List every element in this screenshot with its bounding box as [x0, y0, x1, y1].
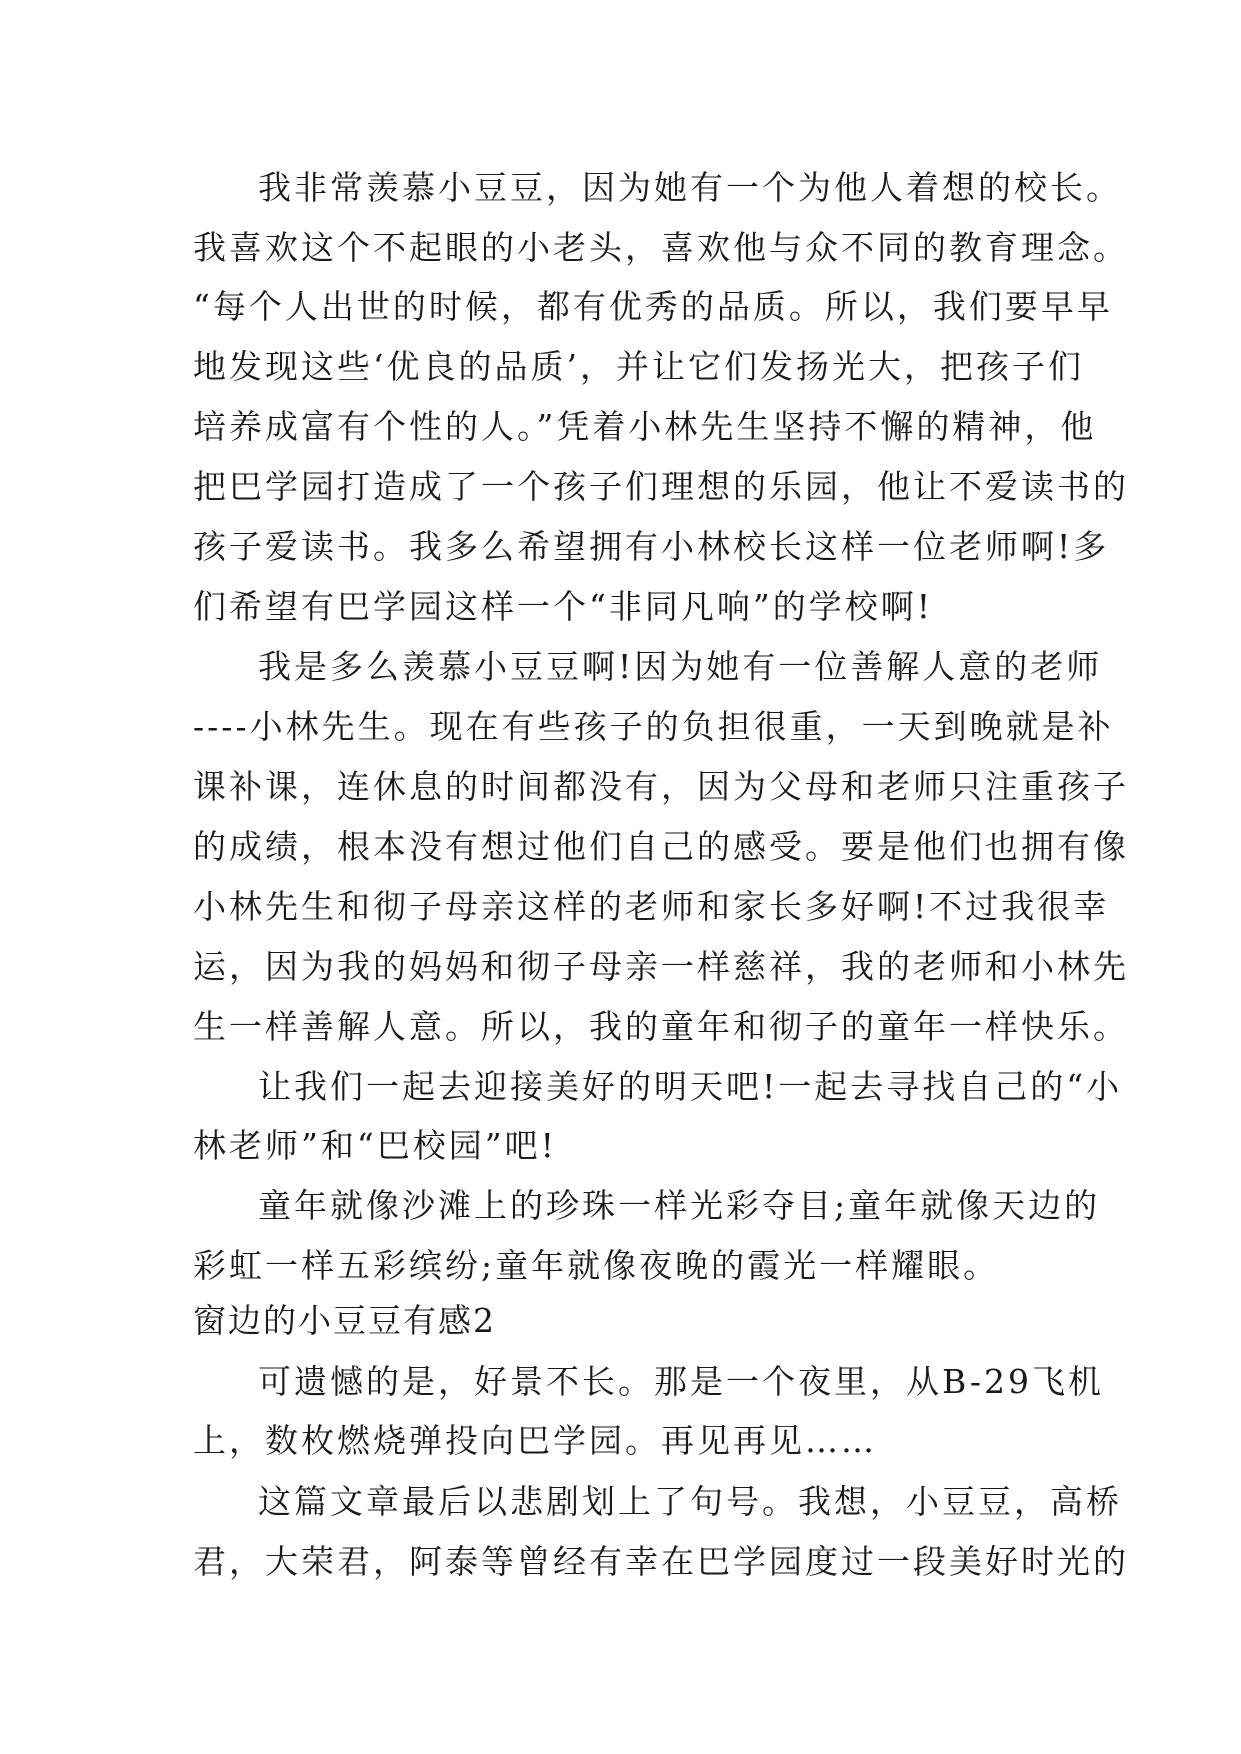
text-line: 生一样善解人意。所以，我的童年和彻子的童年一样快乐。: [193, 1007, 1129, 1046]
text-line: 课补课，连休息的时间都没有，因为父母和老师只注重孩子: [193, 767, 1129, 806]
text-line: 我喜欢这个不起眼的小老头，喜欢他与众不同的教育理念。: [193, 228, 1129, 267]
text-line: 小林先生和彻子母亲这样的老师和家长多好啊!不过我很幸: [193, 887, 1110, 926]
text-line: 的成绩，根本没有想过他们自己的感受。要是他们也拥有像: [193, 827, 1129, 866]
text-line: “每个人出世的时候，都有优秀的品质。所以，我们要早早: [193, 287, 1113, 326]
text-line: ----小林先生。现在有些孩子的负担很重，一天到晚就是补: [193, 707, 1114, 746]
text-line: 彩虹一样五彩缤纷;童年就像夜晚的霞光一样耀眼。: [193, 1246, 1000, 1285]
section-heading: 窗边的小豆豆有感2: [193, 1301, 496, 1340]
text-line: 培养成富有个性的人。”凭着小林先生坚持不懈的精神，他: [193, 407, 1097, 446]
text-line: 让我们一起去迎接美好的明天吧!一起去寻找自己的“小: [258, 1067, 1123, 1106]
text-line: 君，大荣君，阿泰等曾经有幸在巴学园度过一段美好时光的: [193, 1542, 1129, 1581]
text-line: 林老师”和“巴校园”吧!: [193, 1126, 557, 1165]
text-line: 上，数枚燃烧弹投向巴学园。再见再见……: [193, 1421, 877, 1460]
text-line: 这篇文章最后以悲剧划上了句号。我想，小豆豆，高桥: [258, 1482, 1122, 1521]
text-line: 运，因为我的妈妈和彻子母亲一样慈祥，我的老师和小林先: [193, 947, 1129, 986]
text-line: 童年就像沙滩上的珍珠一样光彩夺目;童年就像天边的: [258, 1186, 1101, 1225]
text-line: 把巴学园打造成了一个孩子们理想的乐园，他让不爱读书的: [193, 467, 1129, 506]
text-line: 我是多么羡慕小豆豆啊!因为她有一位善解人意的老师: [258, 647, 1103, 686]
text-line: 们希望有巴学园这样一个“非同凡响”的学校啊!: [193, 587, 934, 626]
text-line: 地发现这些‘优良的品质’，并让它们发扬光大，把孩子们: [193, 347, 1084, 386]
text-line: 孩子爱读书。我多么希望拥有小林校长这样一位老师啊!多: [193, 527, 1110, 566]
text-line: 我非常羡慕小豆豆，因为她有一个为他人着想的校长。: [258, 168, 1122, 207]
text-line: 可遗憾的是，好景不长。那是一个夜里，从B-29飞机: [258, 1362, 1105, 1401]
